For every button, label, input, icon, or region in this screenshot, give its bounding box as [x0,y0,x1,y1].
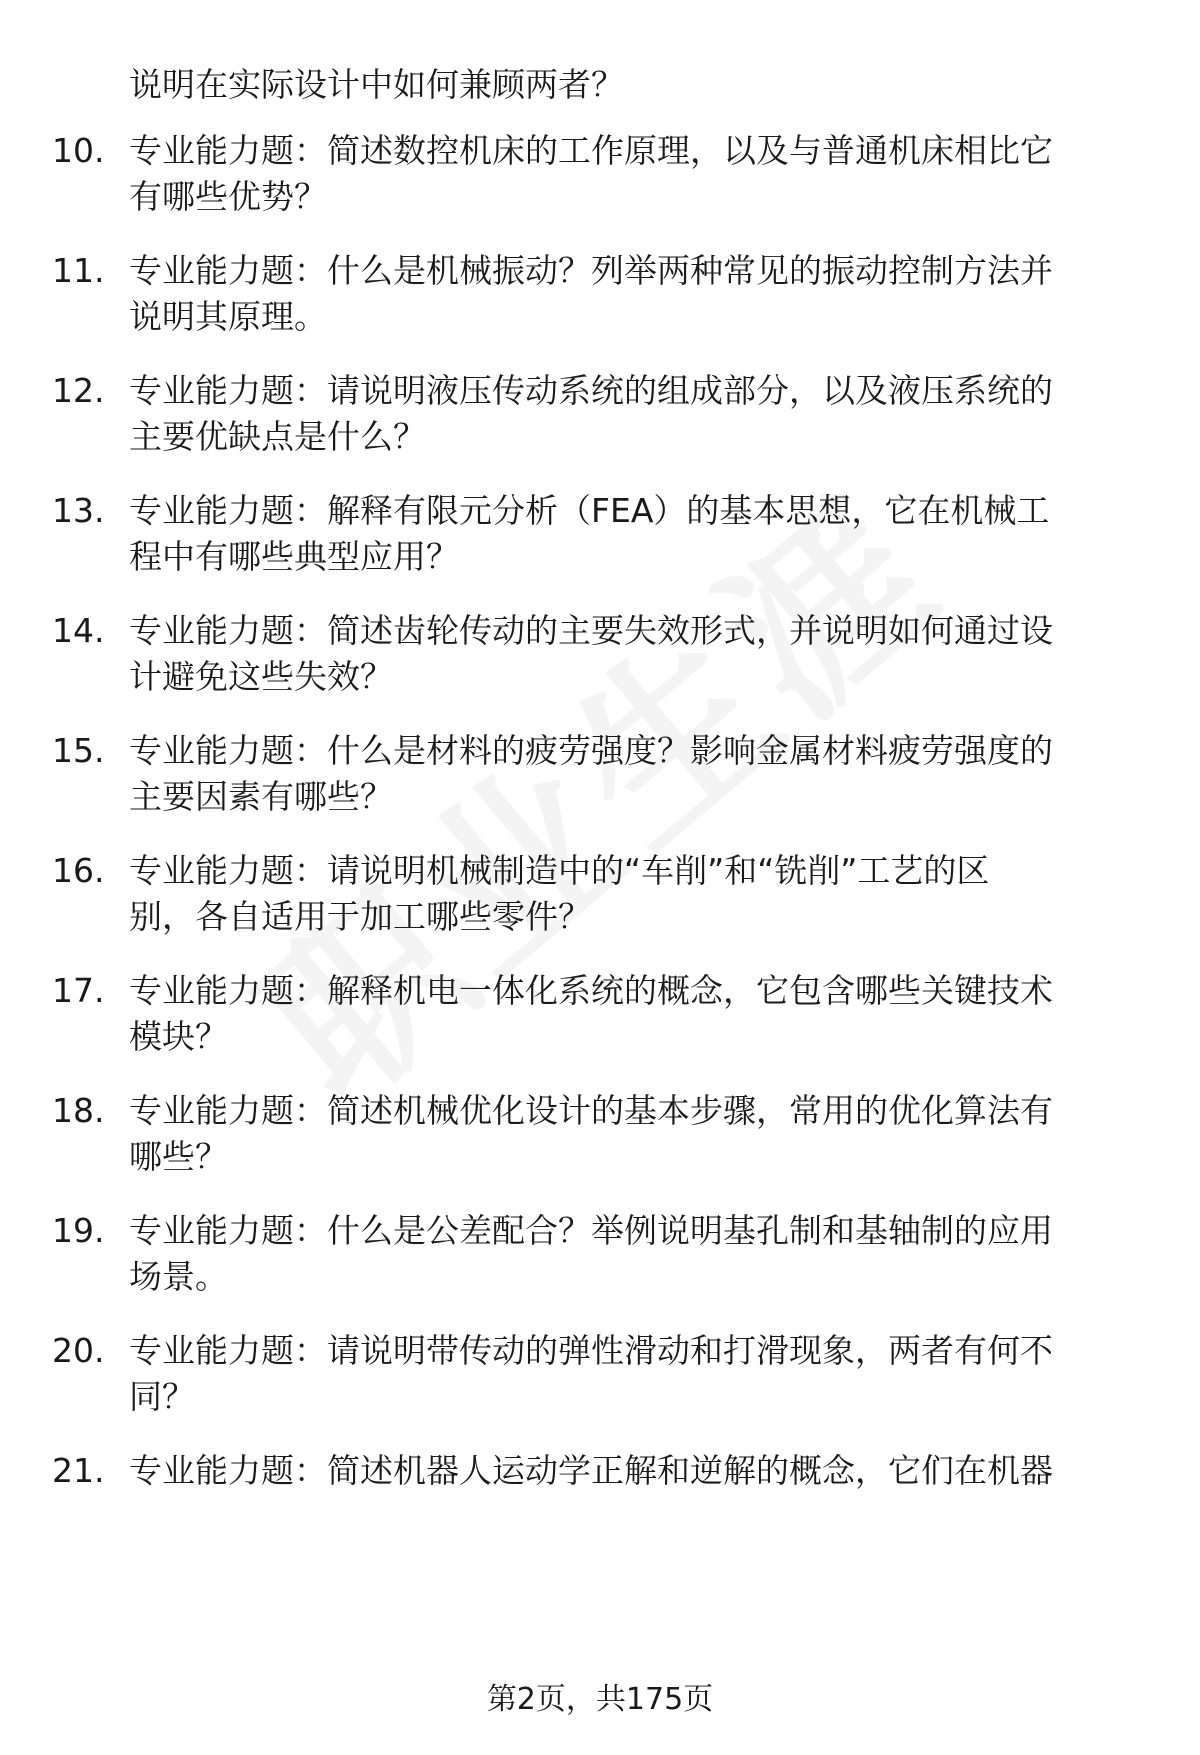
question-text [129,1328,1199,1420]
question-line: 主要优缺点是什么？ [129,417,426,456]
question-text [129,368,1199,460]
question-line: 专业能力题：解释有限元分析（FEA）的基本思想，它在机械工 [129,491,1050,530]
question-line: 有哪些优势？ [129,177,327,216]
question-number: 18. [52,1091,105,1130]
question-text [129,1208,1199,1300]
question-line: 专业能力题：什么是材料的疲劳强度？影响金属材料疲劳强度的 [129,731,1053,770]
question-text [129,1448,1199,1494]
question-line: 别，各自适用于加工哪些零件？ [129,897,591,936]
question-number: 20. [52,1331,105,1370]
question-line: 说明其原理。 [129,297,327,336]
question-line: 计避免这些失效？ [129,657,393,696]
question-text [129,488,1199,580]
question-number: 16. [52,851,105,890]
question-text [129,248,1199,340]
question-text [129,1088,1199,1180]
question-number: 17. [52,971,105,1010]
question-line: 专业能力题：简述机器人运动学正解和逆解的概念，它们在机器 [129,1451,1053,1490]
question-line: 专业能力题：简述齿轮传动的主要失效形式，并说明如何通过设 [129,611,1053,650]
question-text [129,728,1199,820]
question-number: 12. [52,371,105,410]
question-number: 21. [52,1451,105,1490]
page-footer: 第2页，共175页 [486,1682,714,1717]
question-line: 专业能力题：什么是公差配合？举例说明基孔制和基轴制的应用 [129,1211,1053,1250]
question-line: 专业能力题：请说明带传动的弹性滑动和打滑现象，两者有何不 [129,1331,1053,1370]
question-text [129,848,1199,940]
question-line: 程中有哪些典型应用？ [129,537,459,576]
question-number: 13. [52,491,105,530]
question-line: 专业能力题：请说明液压传动系统的组成部分，以及液压系统的 [129,371,1053,410]
continuation-line: 说明在实际设计中如何兼顾两者？ [129,65,624,104]
question-number: 10. [52,131,105,170]
question-line: 专业能力题：什么是机械振动？列举两种常见的振动控制方法并 [129,251,1053,290]
question-number: 15. [52,731,105,770]
question-line: 场景。 [129,1257,228,1296]
question-line: 主要因素有哪些？ [129,777,393,816]
question-number: 14. [52,611,105,650]
question-text [129,608,1199,700]
question-number: 19. [52,1211,105,1250]
question-number: 11. [52,251,105,290]
question-text [129,128,1199,220]
question-line: 同？ [129,1377,195,1416]
question-line: 哪些？ [129,1137,228,1176]
question-line: 专业能力题：简述数控机床的工作原理，以及与普通机床相比它 [129,131,1053,170]
question-line: 专业能力题：简述机械优化设计的基本步骤，常用的优化算法有 [129,1091,1053,1130]
question-text [129,968,1199,1060]
question-line: 专业能力题：请说明机械制造中的“车削”和“铣削”工艺的区 [129,851,990,890]
question-line: 模块？ [129,1017,228,1056]
question-line: 专业能力题：解释机电一体化系统的概念，它包含哪些关键技术 [129,971,1053,1010]
